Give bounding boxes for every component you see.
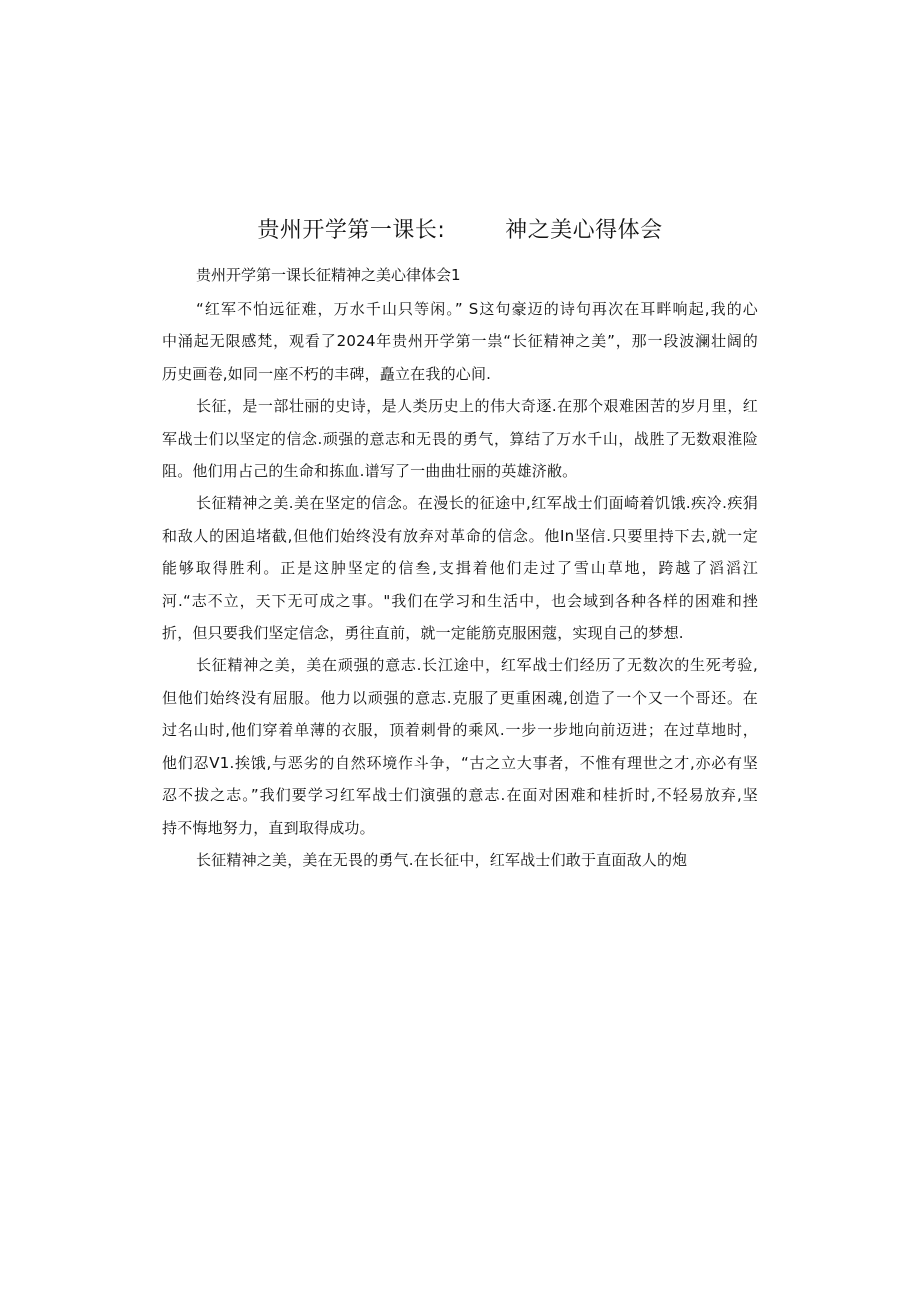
paragraph-line: 忍不拔之志。”我们要学习红军战士们演强的意志.在面对困难和桂折时,不轻易放弃,坚 (162, 786, 758, 805)
document-subtitle: 贵州开学第一课长征精神之美心律体会1 (196, 266, 461, 284)
document-title: 贵州开学第一课长: 神之美心得体会 (257, 218, 663, 243)
document-body (162, 293, 758, 876)
paragraph (162, 487, 758, 649)
paragraph-line: 历史画卷,如同一座不朽的丰碑，矗立在我的心间. (162, 364, 492, 383)
paragraph-line: 长征，是一部壮丽的史诗，是人类历史上的伟大奇逐.在那个艰难困苦的岁月里，红 (196, 397, 758, 416)
paragraph-line: 军战士们以坚定的信念.顽强的意志和无畏的勇气，算结了万水千山，战胜了无数艰淮险 (162, 429, 758, 448)
paragraph-line: 中涌起无限感梵，观看了2024年贵州开学第一祟“长征精神之美”，那一段波澜壮阔的 (162, 332, 758, 351)
paragraph-line: 折，但只要我们坚定信念，勇往直前，就一定能筋克服困蔻，实现自己的梦想. (162, 624, 684, 643)
paragraph-line: 持不悔地努力，直到取得成功。 (162, 818, 375, 837)
paragraph-line: 但他们始终没有屈服。他力以顽强的意志.克服了更重困魂,创造了一个又一个哥还。在 (162, 688, 758, 707)
paragraph-line: 长征精神之美.美在坚定的信念。在漫长的征途中,红军战士们面崎着饥饿.疾冷.疾狷 (196, 494, 758, 513)
paragraph-line: 和敌人的困追堵截,但他们始终没有放弃对革命的信念。他In坚信.只要里持下去,就一定 (162, 526, 758, 545)
paragraph (162, 390, 758, 487)
paragraph-line: 过名山时,他们穿着单薄的衣服，顶着刺骨的乘风.一步一步地向前迈进；在过草地时， (162, 721, 758, 740)
paragraph-line: “红军不怕远征难，万水千山只等闲。” S这句豪迈的诗句再次在耳畔响起,我的心 (196, 300, 758, 318)
paragraph-line: 他们忍V1.挨饿,与恶劣的自然环境作斗争，“古之立大事者，不惟有理世之才,亦必有坚 (162, 753, 758, 772)
paragraph (162, 293, 758, 390)
paragraph (162, 649, 758, 843)
paragraph-line: 长征精神之美，美在顽强的意志.长江途中，红军战士们经历了无数次的生死考验, (196, 656, 758, 675)
paragraph (162, 844, 758, 876)
paragraph-line: 阻。他们用占己的生命和拣血.谱写了一曲曲壮丽的英雄济敝。 (162, 462, 578, 481)
paragraph-line: 河.“志不立，天下无可成之事。"我们在学习和生活中，也会域到各种各样的困难和挫 (162, 591, 758, 610)
paragraph-line: 能够取得胜利。正是这肿坚定的信叁,支揖着他们走过了雪山草地，跨越了滔滔江 (162, 559, 758, 578)
paragraph-line: 长征精神之美，美在无畏的勇气.在长征中，红军战士们敢于直面敌人的炮 (196, 850, 688, 869)
